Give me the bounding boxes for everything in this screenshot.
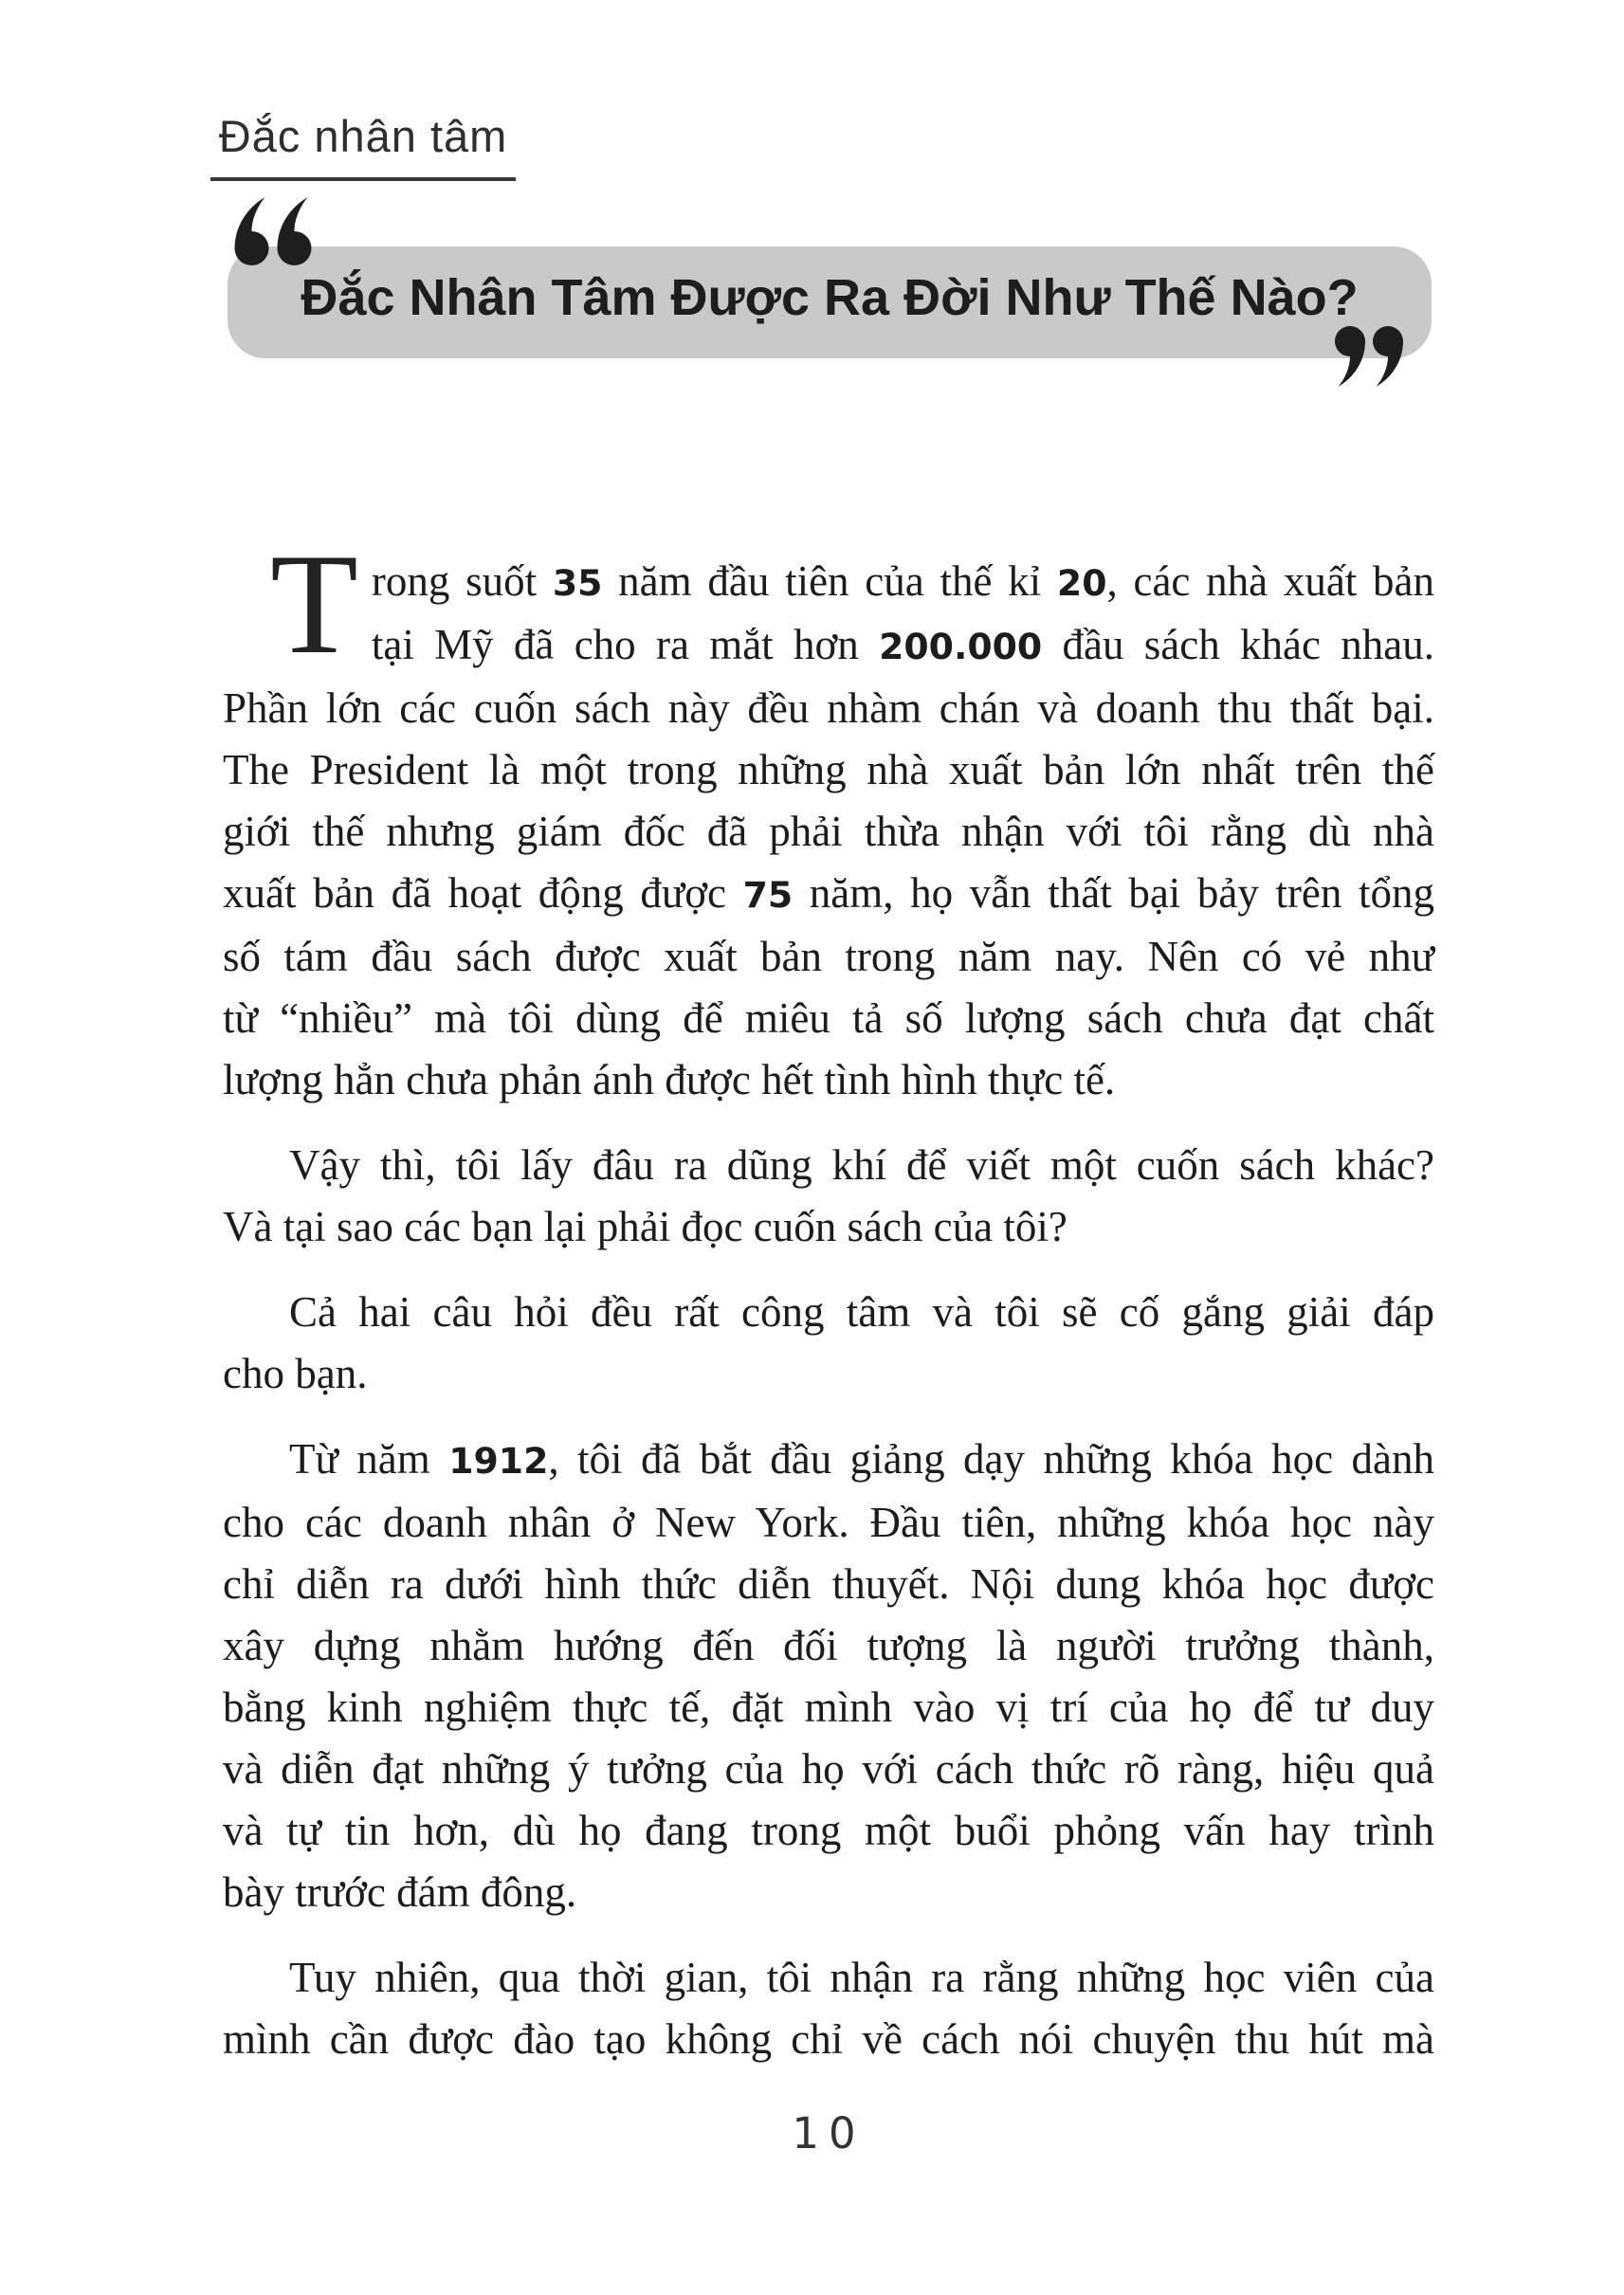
- text-line: cho bạn.: [223, 1350, 368, 1397]
- paragraph: [223, 1282, 1434, 1405]
- body-text: [223, 524, 1435, 2070]
- running-header: [210, 110, 516, 181]
- paragraph: [223, 1135, 1434, 1258]
- text-line: xuất bản đã hoạt động được 75 năm, họ vẫn thất bại bảy trên tổng: [223, 869, 1434, 917]
- text-line: Cả hai câu hỏi đều rất công tâm và tôi sẽ cố gắng giải đáp: [289, 1288, 1434, 1336]
- text-line: từ “nhiều” mà tôi dùng để miêu tả số lượng sách chưa đạt chất: [223, 994, 1434, 1042]
- page-number: 10: [792, 2108, 866, 2158]
- running-header-title: Đắc nhân tâm: [218, 111, 508, 161]
- text-line: xây dựng nhằm hướng đến đối tượng là người trưởng thành,: [223, 1622, 1434, 1669]
- text-line: giới thế nhưng giám đốc đã phải thừa nhận với tôi rằng dù nhà: [223, 808, 1434, 855]
- text-line: Và tại sao các bạn lại phải đọc cuốn sách của tôi?: [223, 1203, 1067, 1250]
- text-line: và diễn đạt những ý tưởng của họ với cách thức rõ ràng, hiệu quả: [223, 1745, 1434, 1793]
- text-line: bày trước đám đông.: [223, 1868, 577, 1916]
- text-line: The President là một trong những nhà xuất bản lớn nhất trên thế: [223, 746, 1434, 793]
- text-line: lượng hẳn chưa phản ánh được hết tình hình thực tế.: [223, 1056, 1116, 1103]
- text-line: rong suốt 35 năm đầu tiên của thế kỉ 20, các nhà xuất bản: [371, 557, 1435, 605]
- opening-quote-icon: [233, 197, 313, 265]
- text-line: tại Mỹ đã cho ra mắt hơn 200.000 đầu sách khác nhau.: [371, 621, 1435, 668]
- text-line: cho các doanh nhân ở New York. Đầu tiên, những khóa học này: [223, 1499, 1434, 1546]
- paragraph: [223, 524, 1435, 1111]
- chapter-title: Đắc Nhân Tâm Được Ra Đời Như Thế Nào?: [301, 269, 1359, 326]
- drop-cap: T: [270, 524, 358, 683]
- paragraph: [223, 1429, 1434, 1923]
- text-line: mình cần được đào tạo không chỉ về cách nói chuyện thu hút mà: [223, 2015, 1434, 2063]
- text-line: bằng kinh nghiệm thực tế, đặt mình vào vị trí của họ để tư duy: [223, 1684, 1434, 1731]
- text-line: Vậy thì, tôi lấy đâu ra dũng khí để viết một cuốn sách khác?: [289, 1141, 1434, 1189]
- paragraph: [223, 1947, 1434, 2070]
- chapter-title-banner: [228, 246, 1432, 358]
- text-line: Phần lớn các cuốn sách này đều nhàm chán và doanh thu thất bại.: [223, 684, 1434, 732]
- text-line: số tám đầu sách được xuất bản trong năm nay. Nên có vẻ như: [223, 933, 1434, 980]
- text-line: Tuy nhiên, qua thời gian, tôi nhận ra rằng những học viên của: [289, 1954, 1434, 2001]
- text-line: và tự tin hơn, dù họ đang trong một buổi phỏng vấn hay trình: [223, 1807, 1434, 1854]
- closing-quote-icon: [1329, 326, 1409, 387]
- text-line: Từ năm 1912, tôi đã bắt đầu giảng dạy những khóa học dành: [289, 1435, 1434, 1483]
- text-line: chỉ diễn ra dưới hình thức diễn thuyết. Nội dung khóa học được: [223, 1560, 1434, 1608]
